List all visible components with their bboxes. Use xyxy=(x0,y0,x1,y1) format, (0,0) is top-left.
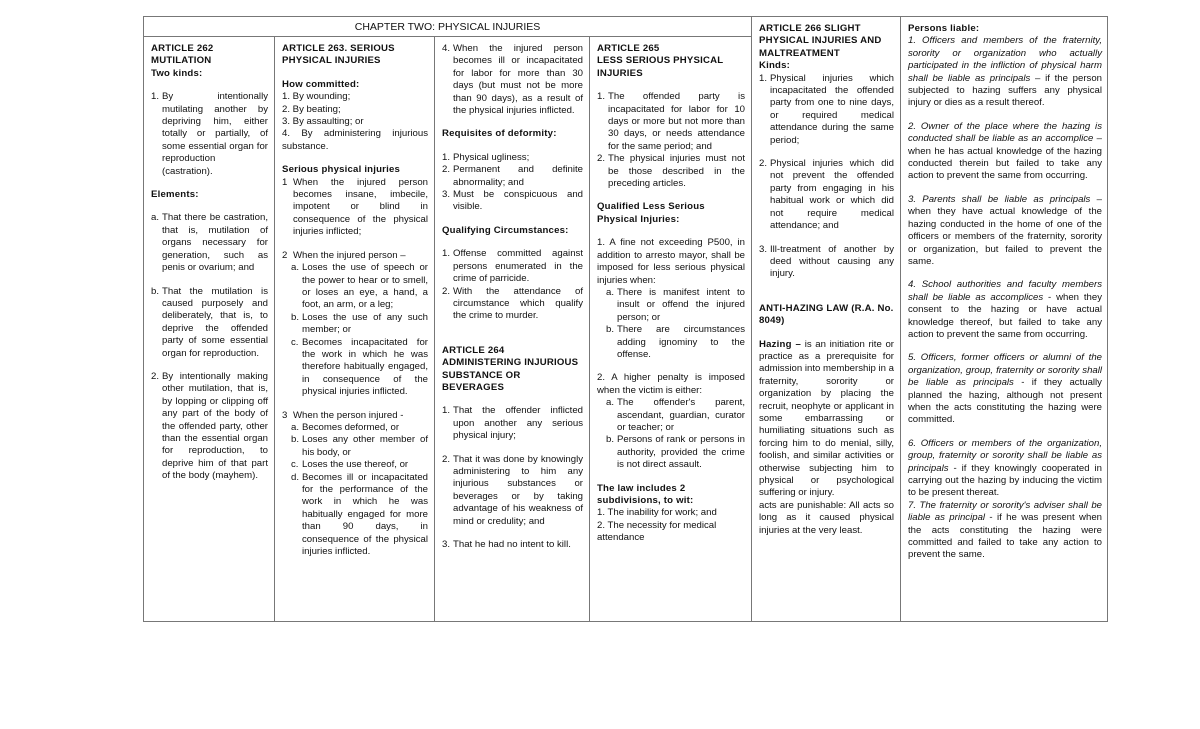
list-item: b. Loses any other member of his body, or xyxy=(291,434,428,458)
deformity-label: Requisites of deformity: xyxy=(442,128,557,140)
punishable-acts: acts are punishable: All acts so long as it caused physical injuries at the very least. xyxy=(759,499,894,536)
article-263-title: ARTICLE 263. SERIOUS PHYSICAL INJURIES xyxy=(282,43,395,67)
qualified-item-1: 1. A fine not exceeding P500, in addition to arresto mayor, shall be imposed for less serious physical injuries when: xyxy=(597,237,745,286)
article-264-column xyxy=(435,37,589,622)
qualified-item-2: 2. A higher penalty is imposed when the victim is either: xyxy=(597,372,745,396)
article-266-title: ARTICLE 266 SLIGHT PHYSICAL INJURIES AND MALTREATMENT xyxy=(759,23,882,59)
liability-lead: 1. Officers and members of the fraternity, sorority or organization who actually participated in the infliction of physical harm shall be liable as principals xyxy=(908,35,1102,84)
article-264-title xyxy=(442,345,583,357)
article-262-subtitle: MUTILATION xyxy=(151,55,212,67)
liability-lead: 2. Owner of the place where the hazing is conducted shall be liable as an accomplice xyxy=(908,120,1102,145)
list-item: 2. By beating; xyxy=(282,103,341,115)
list-item: 1. Physical injuries which incapacitated the offended party from one to nine days, or required medical attendance during the same period; xyxy=(759,72,894,146)
deformity-item: Physical ugliness; xyxy=(453,151,530,163)
liability-detail: – if the person subjected to hazing suffers any physical injury or dies as a result thereof. xyxy=(908,72,1102,109)
list-item: 1. Offense committed against persons enumerated in the crime of parricide. xyxy=(442,248,583,285)
liability-entry xyxy=(908,500,1102,562)
article-265-item: The physical injuries must not be those described in the preceding articles. xyxy=(608,153,745,190)
sub-item: Persons of rank or persons in authority, provided the crime is not direct assault. xyxy=(617,434,745,471)
liability-entry xyxy=(908,121,1102,183)
kind-item: Ill-treatment of another by deed without causing any injury. xyxy=(770,243,894,280)
element-b-text: That the mutilation is caused purposely and deliberately, that is, to deprive the offended party of some essential organ for reproduction. xyxy=(162,285,268,359)
article-265-title: ARTICLE 265 xyxy=(597,43,660,54)
list-item: 3. That he had no intent to kill. xyxy=(442,539,583,551)
hazing-term: Hazing – xyxy=(759,338,802,350)
article-264-item: That the offender inflicted upon another any serious physical injury; xyxy=(453,405,583,442)
list-item: 1 When the injured person becomes insane, imbecile, impotent or blind in consequence of the physical injuries inflicted; xyxy=(282,176,428,238)
list-item: 2. Permanent and definite abnormality; and xyxy=(442,164,583,188)
sub-item: Loses the use thereof, or xyxy=(302,459,409,471)
list-item: 1. Physical ugliness; xyxy=(442,152,583,164)
list-item: 3. By assaulting; or xyxy=(282,116,364,128)
persons-liable-title: Persons liable: xyxy=(908,23,980,34)
deformity-item: Must be conspicuous and visible. xyxy=(453,189,583,213)
kind-item: Physical injuries which did not prevent the offended party from engaging in his habitual work or which did not require medical attendance; and xyxy=(770,158,894,232)
list-item: 4. By administering injurious substance. xyxy=(282,128,428,152)
persons-liable-column xyxy=(901,17,1108,622)
kind-2-text: By intentionally making other mutilation, that is, by lopping or clipping off any part of the body of the offended party, other than the essential organ for reproduction, to deprive him of that part of the body (mayhem). xyxy=(162,370,268,482)
list-item: c. Becomes incapacitated for the work in which he was therefore habitually engaged, in consequence of the physical injuries inflicted. xyxy=(291,336,428,398)
sub-item: Loses the use of speech or the power to hear or to smell, or loses an eye, a hand, a foot, an arm, or a leg; xyxy=(302,262,428,311)
sub-item: The offender's parent, ascendant, guardian, curator or teacher; or xyxy=(617,397,745,433)
sub-item: Becomes incapacitated for the work in which he was therefore habitually engaged, in consequence of the physical injuries inflicted. xyxy=(302,336,428,398)
liability-detail: – when he has actual knowledge of the hazing conducted therein but failed to take any action to prevent the same from occurring. xyxy=(908,133,1102,182)
list-item: d. Becomes ill or incapacitated for the performance of the work in which he was habitually engaged for more than 90 days, in consequence of the physical injuries inflicted. xyxy=(291,471,428,558)
serious-item-3: When the person injured - xyxy=(293,409,404,421)
list-item: a. There is manifest intent to insult or offend the injured person; or xyxy=(606,286,745,323)
article-264-subtitle: ADMINISTERING INJURIOUS SUBSTANCE OR BEVERAGES xyxy=(442,357,579,393)
elements-label: Elements: xyxy=(151,189,199,201)
serious-item-2: When the injured person – xyxy=(293,249,406,261)
article-266-column xyxy=(752,17,900,622)
list-item: 2 When the injured person – xyxy=(282,250,428,262)
liability-entry xyxy=(908,194,1102,268)
list-item: 2. Physical injuries which did not prevent the offended party from engaging in his habitual work or which did not require medical attendance; and xyxy=(759,158,894,232)
list-item: a. The offender's parent, ascendant, guardian, curator or teacher; or xyxy=(606,397,745,433)
list-item: b. Persons of rank or persons in authority, provided the crime is not direct assault. xyxy=(606,434,745,471)
liability-entry xyxy=(908,35,1102,109)
liability-lead: 7. The fraternity or sorority's adviser shall be liable as principal xyxy=(908,499,1102,524)
physical-injuries-table xyxy=(143,16,1108,622)
liability-detail: - when they consent to the hazing or have actual knowledge thereof, but failed to take any action to prevent the same from occurring. xyxy=(908,291,1102,340)
article-265-column xyxy=(590,37,751,622)
sub-item: Loses any other member of his body, or xyxy=(302,434,428,458)
liability-lead: 4. School authorities and faculty members shall be liable as accomplices xyxy=(908,279,1102,303)
kind-1-text: By intentionally mutilating another by depriving him, either totally or partially, of some essential organ for reproduction (castration). xyxy=(162,91,268,177)
liability-detail: - if they knowingly cooperated in carrying out the hazing by inducing the victim to be present thereat. xyxy=(908,462,1102,499)
list-item: 3. Ill-treatment of another by deed without causing any injury. xyxy=(759,243,894,280)
liability-entry xyxy=(908,438,1102,500)
kind-item: Physical injuries which incapacitated the offended party from one to nine days, or required medical attendance during the same period; xyxy=(770,72,894,146)
article-265-item: The offended party is incapacitated for labor for 10 days or more but not more than 30 days, or needs attendance for the same period; and xyxy=(608,91,745,152)
list-item: 1. The inability for work; and xyxy=(597,507,717,519)
list-item: a. That there be castration, that is, mutilation of organs necessary for generation, such as penis or ovarium; and xyxy=(151,212,268,274)
kinds-label: Kinds: xyxy=(759,60,791,72)
serious-injuries-label: Serious physical injuries xyxy=(282,164,401,176)
qualifying-item: With the attendance of circumstance which qualify the crime to murder. xyxy=(453,285,583,322)
article-262-column xyxy=(144,37,274,622)
list-item: 3 When the person injured - xyxy=(282,410,428,422)
qualifying-item: Offense committed against persons enumerated in the crime of parricide. xyxy=(453,248,583,285)
article-264-item: That he had no intent to kill. xyxy=(453,539,571,550)
list-item: 2. The physical injuries must not be those described in the preceding articles. xyxy=(597,153,745,190)
list-item: 1. By wounding; xyxy=(282,91,351,103)
sub-item: There is manifest intent to insult or offend the injured person; or xyxy=(617,286,745,323)
liability-lead: 3. Parents shall be liable as principals xyxy=(908,193,1091,205)
list-item: b. Loses the use of any such member; or xyxy=(291,311,428,336)
sub-item: There are circumstances adding ignominy to the offense. xyxy=(617,324,745,360)
list-item: 2. That it was done by knowingly administering to him any injurious substances or beverages or by taking advantage of his weakness of mind or credulity; and xyxy=(442,453,583,527)
sub-item: Loses the use of any such member; or xyxy=(302,311,428,336)
serious-item-1: When the injured person becomes insane, imbecile, impotent or blind in consequence of the physical injuries inflicted; xyxy=(293,176,428,238)
liability-lead: 6. Officers or members of the organization, group, fraternity or sorority shall be liable as principals xyxy=(908,437,1102,474)
list-item: 4. When the injured person becomes ill or incapacitated for labor for more than 30 days (but must not be more than 90 days), as a result of the physical injuries inflicted. xyxy=(442,43,583,117)
liability-detail: - if they actually planned the hazing, although not present when the acts constituting the hazing were committed. xyxy=(908,377,1102,426)
list-item: b. That the mutilation is caused purposely and deliberately, that is, to deprive the offended party of some essential organ for reproduction. xyxy=(151,285,268,359)
serious-item-4: When the injured person becomes ill or incapacitated for labor for more than 30 days (but must not be more than 90 days), as a result of the physical injuries inflicted. xyxy=(453,43,583,117)
two-kinds-label: Two kinds: xyxy=(151,67,203,79)
liability-detail: - if he was present when the acts constituting the hazing were committed and failed to take any action to prevent the same. xyxy=(908,512,1102,561)
hazing-definition xyxy=(759,339,894,500)
liability-lead: 5. Officers, former officers or alumni of the organization, group, fraternity or sorority shall be liable as principals xyxy=(908,352,1102,389)
list-item: 2. By intentionally making other mutilation, that is, by lopping or clipping off any part of the body of the offended party, other than the essential organ for reproduction, to deprive him of that part of the body (mayhem). xyxy=(151,370,268,482)
element-a-text: That there be castration, that is, mutilation of organs necessary for generation, such as penis or ovarium; and xyxy=(162,212,268,274)
list-item: 1. The offended party is incapacitated for labor for 10 days or more but not more than 30 days, or needs attendance for the same period; and xyxy=(597,91,745,152)
list-item: 1. By intentionally mutilating another by depriving him, either totally or partially, of some essential organ for reproduction (castration). xyxy=(151,91,268,177)
list-item: a. Loses the use of speech or the power to hear or to smell, or loses an eye, a hand, a foot, an arm, or a leg; xyxy=(291,262,428,311)
liability-entry xyxy=(908,279,1102,341)
list-item: 1. That the offender inflicted upon another any serious physical injury; xyxy=(442,405,583,442)
article-265-subtitle: LESS SERIOUS PHYSICAL INJURIES xyxy=(597,55,724,79)
article-264-item: That it was done by knowingly administering to him any injurious substances or beverages or by taking advantage of his weakness of mind or credulity; and xyxy=(453,453,583,527)
sub-item: Becomes deformed, or xyxy=(302,421,400,433)
list-item: a. Becomes deformed, or xyxy=(282,422,428,434)
anti-hazing-title: ANTI-HAZING LAW (R.A. No. 8049) xyxy=(759,302,894,327)
article-number: ARTICLE 262 xyxy=(151,43,214,54)
law-subdivisions-label: The law includes 2 subdivisions, to wit: xyxy=(597,482,694,506)
chapter-title: CHAPTER TWO: PHYSICAL INJURIES xyxy=(144,17,751,37)
sub-item: Becomes ill or incapacitated for the performance of the work in which he was habitually engaged for more than 90 days, in consequence of the physical injuries inflicted. xyxy=(302,471,428,558)
list-item: b. There are circumstances adding ignominy to the offense. xyxy=(606,324,745,360)
article-number: ARTICLE 264 xyxy=(442,344,505,356)
article-263-column xyxy=(275,37,434,622)
list-item: c. Loses the use thereof, or xyxy=(282,459,428,471)
deformity-item: Permanent and definite abnormality; and xyxy=(453,164,583,188)
hazing-definition-text: is an initiation rite or practice as a prerequisite for admission into membership in a fraternity, sorority or organization by placing the recruit, neophyte or applicant in some embarrassing or humiliating situations such as forcing him to do menial, silly, foolish, and similar activities or otherwise subjecting him to physical or psychological suffering or injury. xyxy=(759,338,894,499)
liability-entry xyxy=(908,352,1102,426)
list-item: 3. Must be conspicuous and visible. xyxy=(442,189,583,213)
article-262-title xyxy=(151,43,268,55)
liability-detail: – when they have actual knowledge of the hazing conducted in the home of one of the officers or members of the fraternity, sorority or organization, but failed to prevent the same. xyxy=(908,193,1102,267)
list-item: 2. With the attendance of circumstance which qualify the crime to murder. xyxy=(442,285,583,322)
qualified-label: Qualified Less Serious Physical Injuries: xyxy=(597,201,705,225)
qualifying-label: Qualifying Circumstances: xyxy=(442,224,569,236)
how-committed-label: How committed: xyxy=(282,78,360,90)
list-item: 2. The necessity for medical attendance xyxy=(597,519,717,544)
